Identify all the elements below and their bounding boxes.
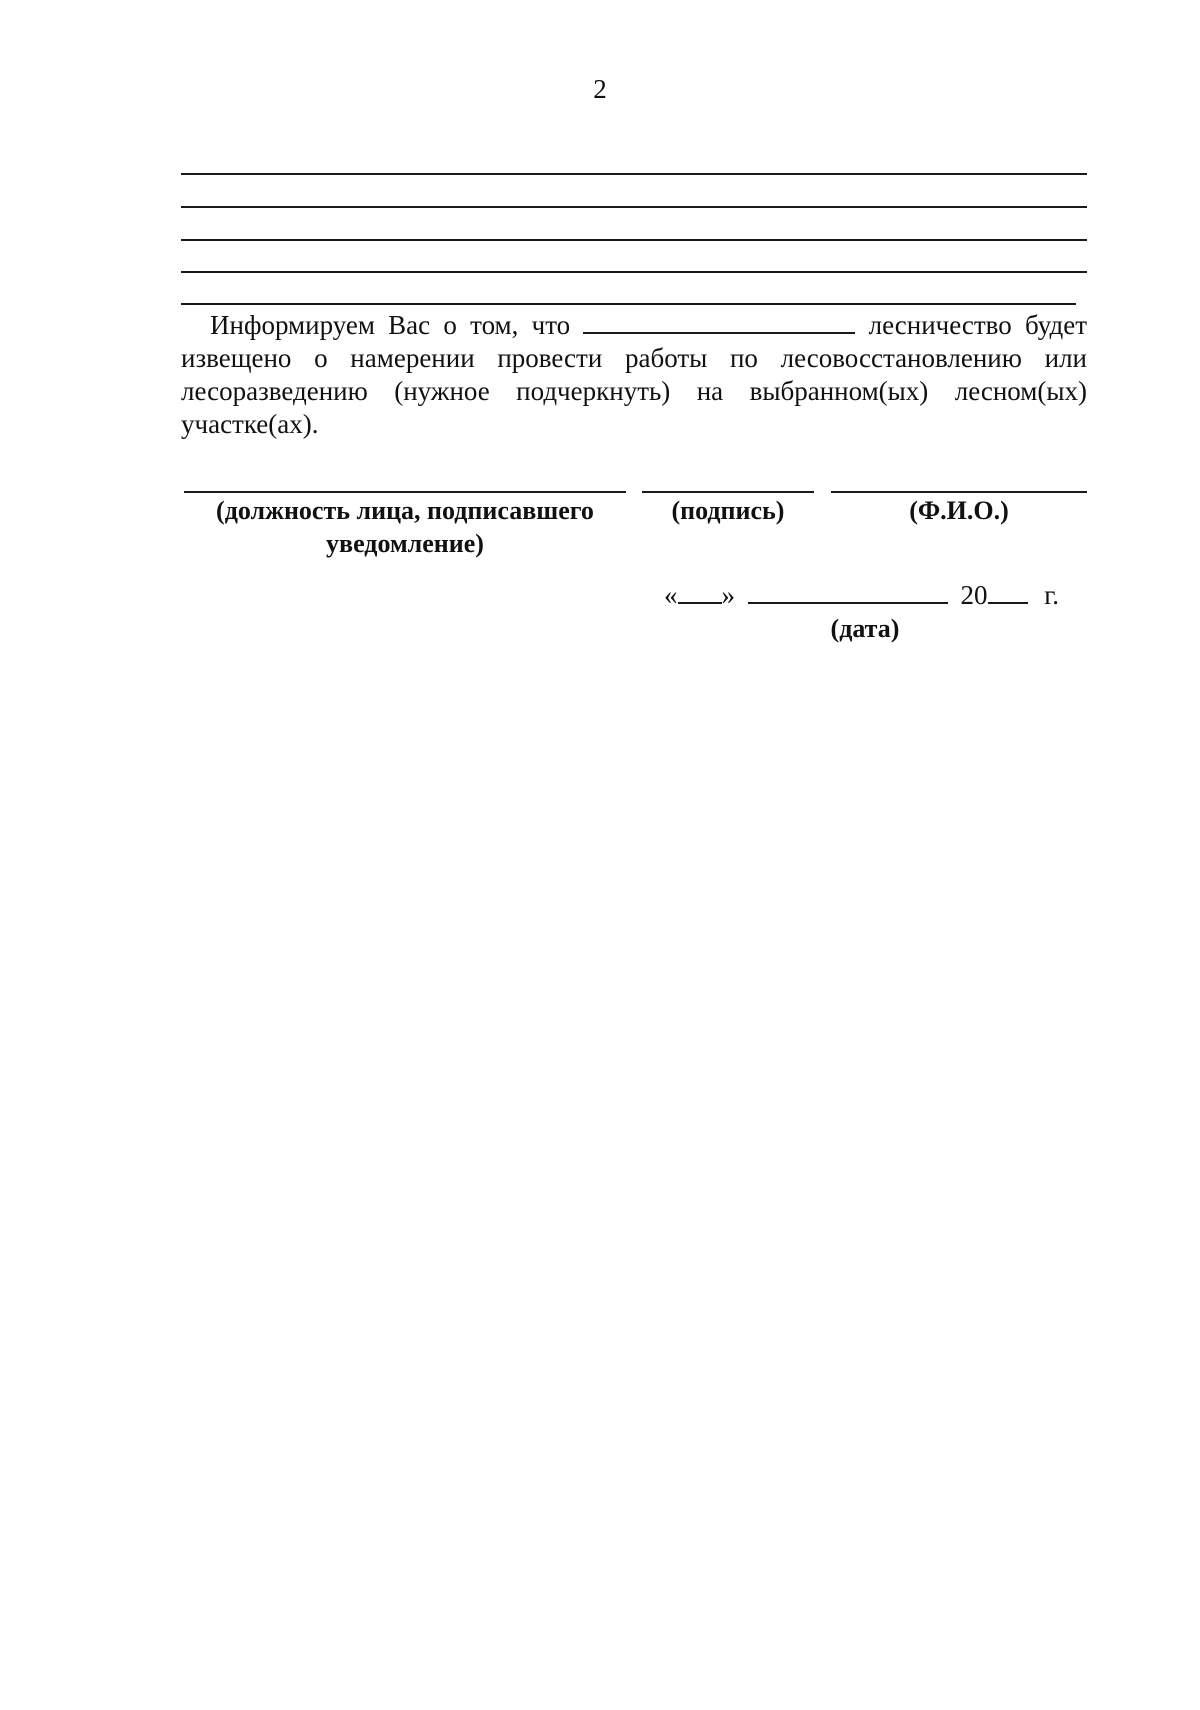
year-suffix: г. [1044, 580, 1060, 610]
date-open-quote: « [664, 580, 678, 610]
month-blank [748, 580, 948, 604]
blank-line-2 [181, 206, 1087, 208]
date-close-quote: » [721, 580, 735, 610]
day-blank [678, 580, 722, 604]
blank-line-3 [181, 239, 1087, 241]
year-blank [988, 580, 1028, 604]
position-caption: (должность лица, подписавшего уведомление) [216, 496, 594, 558]
notice-text-rest: лесничество будет извещено о намерении провести работы по лесовосстановлению или лесоразведению (нужное подчеркнуть) на выбранном(ых) лесном(ых) участке(ах). [181, 310, 1088, 439]
notice-paragraph [181, 309, 1087, 441]
blank-line-5 [181, 303, 1076, 305]
blank-line-4 [181, 271, 1087, 273]
blank-line-1 [181, 173, 1087, 175]
forestry-name-blank [583, 310, 855, 334]
name-caption: (Ф.И.О.) [909, 496, 1009, 525]
signature-caption: (подпись) [671, 496, 785, 525]
page-number: 2 [593, 74, 607, 104]
position-signature-line [184, 491, 626, 493]
date-row [664, 579, 1059, 612]
year-prefix: 20 [960, 580, 988, 610]
notice-text-start: Информируем Вас о том, что [210, 310, 571, 340]
date-caption: (дата) [830, 614, 900, 643]
signature-line [642, 491, 814, 493]
name-signature-line [831, 491, 1087, 493]
